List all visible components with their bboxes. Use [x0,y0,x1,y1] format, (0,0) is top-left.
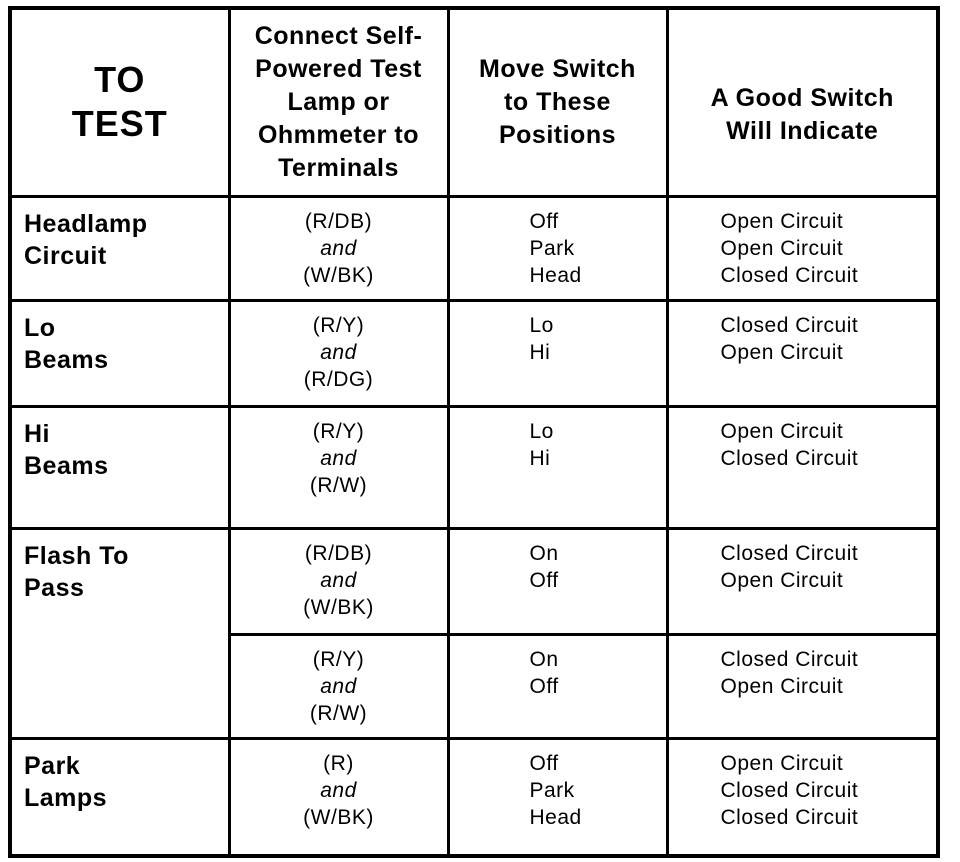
terminal-value: (R/Y) [312,419,365,443]
table-row [10,738,938,856]
row-label-line: Lo [24,313,56,342]
switch-test-table [8,6,940,858]
terminal-value: (R/W) [309,473,368,497]
result-value: Closed Circuit [720,446,859,470]
row-label-headlamp-circuit [10,196,229,300]
position-value: Head [529,805,582,829]
header-line: Lamp or [287,87,390,116]
header-line: to These [504,87,611,116]
position-value: Off [529,568,559,592]
header-line: A Good Switch [710,84,894,113]
row-label-line: Pass [24,573,85,602]
header-line: TEST [71,103,168,145]
position-value: Off [529,674,559,698]
positions-cell [448,634,667,738]
terminal-value: (R/DB) [304,541,373,565]
positions-cell [448,528,667,634]
row-label-flash-to-pass [10,528,229,738]
position-value: Hi [529,340,551,364]
row-label-line: Beams [24,345,109,374]
position-value: Off [529,209,559,233]
position-value: Lo [529,313,554,337]
terminal-value: (W/BK) [303,263,374,287]
position-value: Park [529,778,575,802]
terminal-and: and [320,340,357,364]
terminal-value: (R) [323,751,354,775]
terminal-and: and [320,778,357,802]
result-value: Closed Circuit [720,647,859,671]
result-value: Open Circuit [720,419,844,443]
terminals-cell [229,406,448,528]
table-row [10,406,938,528]
result-value: Closed Circuit [720,313,859,337]
result-cell [667,406,938,528]
terminal-value: (R/DB) [304,209,373,233]
terminal-and: and [320,236,357,260]
terminal-value: (W/BK) [303,805,374,829]
header-line: TO [94,59,146,101]
result-value: Closed Circuit [720,805,859,829]
result-value: Open Circuit [720,340,844,364]
header-to-test [10,8,229,196]
result-cell [667,196,938,300]
result-value: Closed Circuit [720,778,859,802]
result-value: Open Circuit [720,674,844,698]
positions-cell [448,738,667,856]
row-label-line: Beams [24,451,109,480]
position-value: Off [529,751,559,775]
positions-cell [448,406,667,528]
row-label-line: Circuit [24,241,107,270]
table-row [10,196,938,300]
terminal-and: and [320,568,357,592]
terminal-value: (R/Y) [312,313,365,337]
result-value: Open Circuit [720,209,844,233]
terminals-cell [229,528,448,634]
positions-cell [448,300,667,406]
row-label-lo-beams [10,300,229,406]
header-switch-positions [448,8,667,196]
terminal-value: (W/BK) [303,595,374,619]
header-good-switch-indicates [667,8,938,196]
result-value: Closed Circuit [720,263,859,287]
terminals-cell [229,300,448,406]
table-row [10,528,938,634]
result-value: Open Circuit [720,751,844,775]
row-label-park-lamps [10,738,229,856]
terminal-value: (R/W) [309,701,368,725]
header-line: Positions [498,120,616,149]
switch-test-table-container [8,6,936,854]
header-line: Powered Test [255,54,422,83]
position-value: Hi [529,446,551,470]
header-line: Terminals [278,153,399,182]
row-label-line: Flash To [24,541,129,570]
terminals-cell [229,634,448,738]
header-line: Move Switch [479,54,636,83]
row-label-line: Hi [24,419,50,448]
positions-cell [448,196,667,300]
terminal-and: and [320,674,357,698]
terminal-value: (R/DG) [303,367,374,391]
result-cell [667,738,938,856]
result-value: Open Circuit [720,236,844,260]
position-value: Park [529,236,575,260]
row-label-hi-beams [10,406,229,528]
result-cell [667,528,938,634]
result-cell [667,300,938,406]
row-label-line: Park [24,751,81,780]
row-label-line: Lamps [24,783,108,812]
result-value: Open Circuit [720,568,844,592]
header-row [10,8,938,196]
table-row [10,300,938,406]
result-cell [667,634,938,738]
position-value: On [529,541,559,565]
header-line: Will Indicate [726,117,879,146]
header-line: Connect Self- [254,21,423,50]
position-value: Lo [529,419,554,443]
header-line: Ohmmeter to [257,120,420,149]
terminal-and: and [320,446,357,470]
terminals-cell [229,738,448,856]
result-value: Closed Circuit [720,541,859,565]
terminal-value: (R/Y) [312,647,365,671]
position-value: On [529,647,559,671]
terminals-cell [229,196,448,300]
header-connect-terminals [229,8,448,196]
position-value: Head [529,263,582,287]
row-label-line: Headlamp [24,209,148,238]
